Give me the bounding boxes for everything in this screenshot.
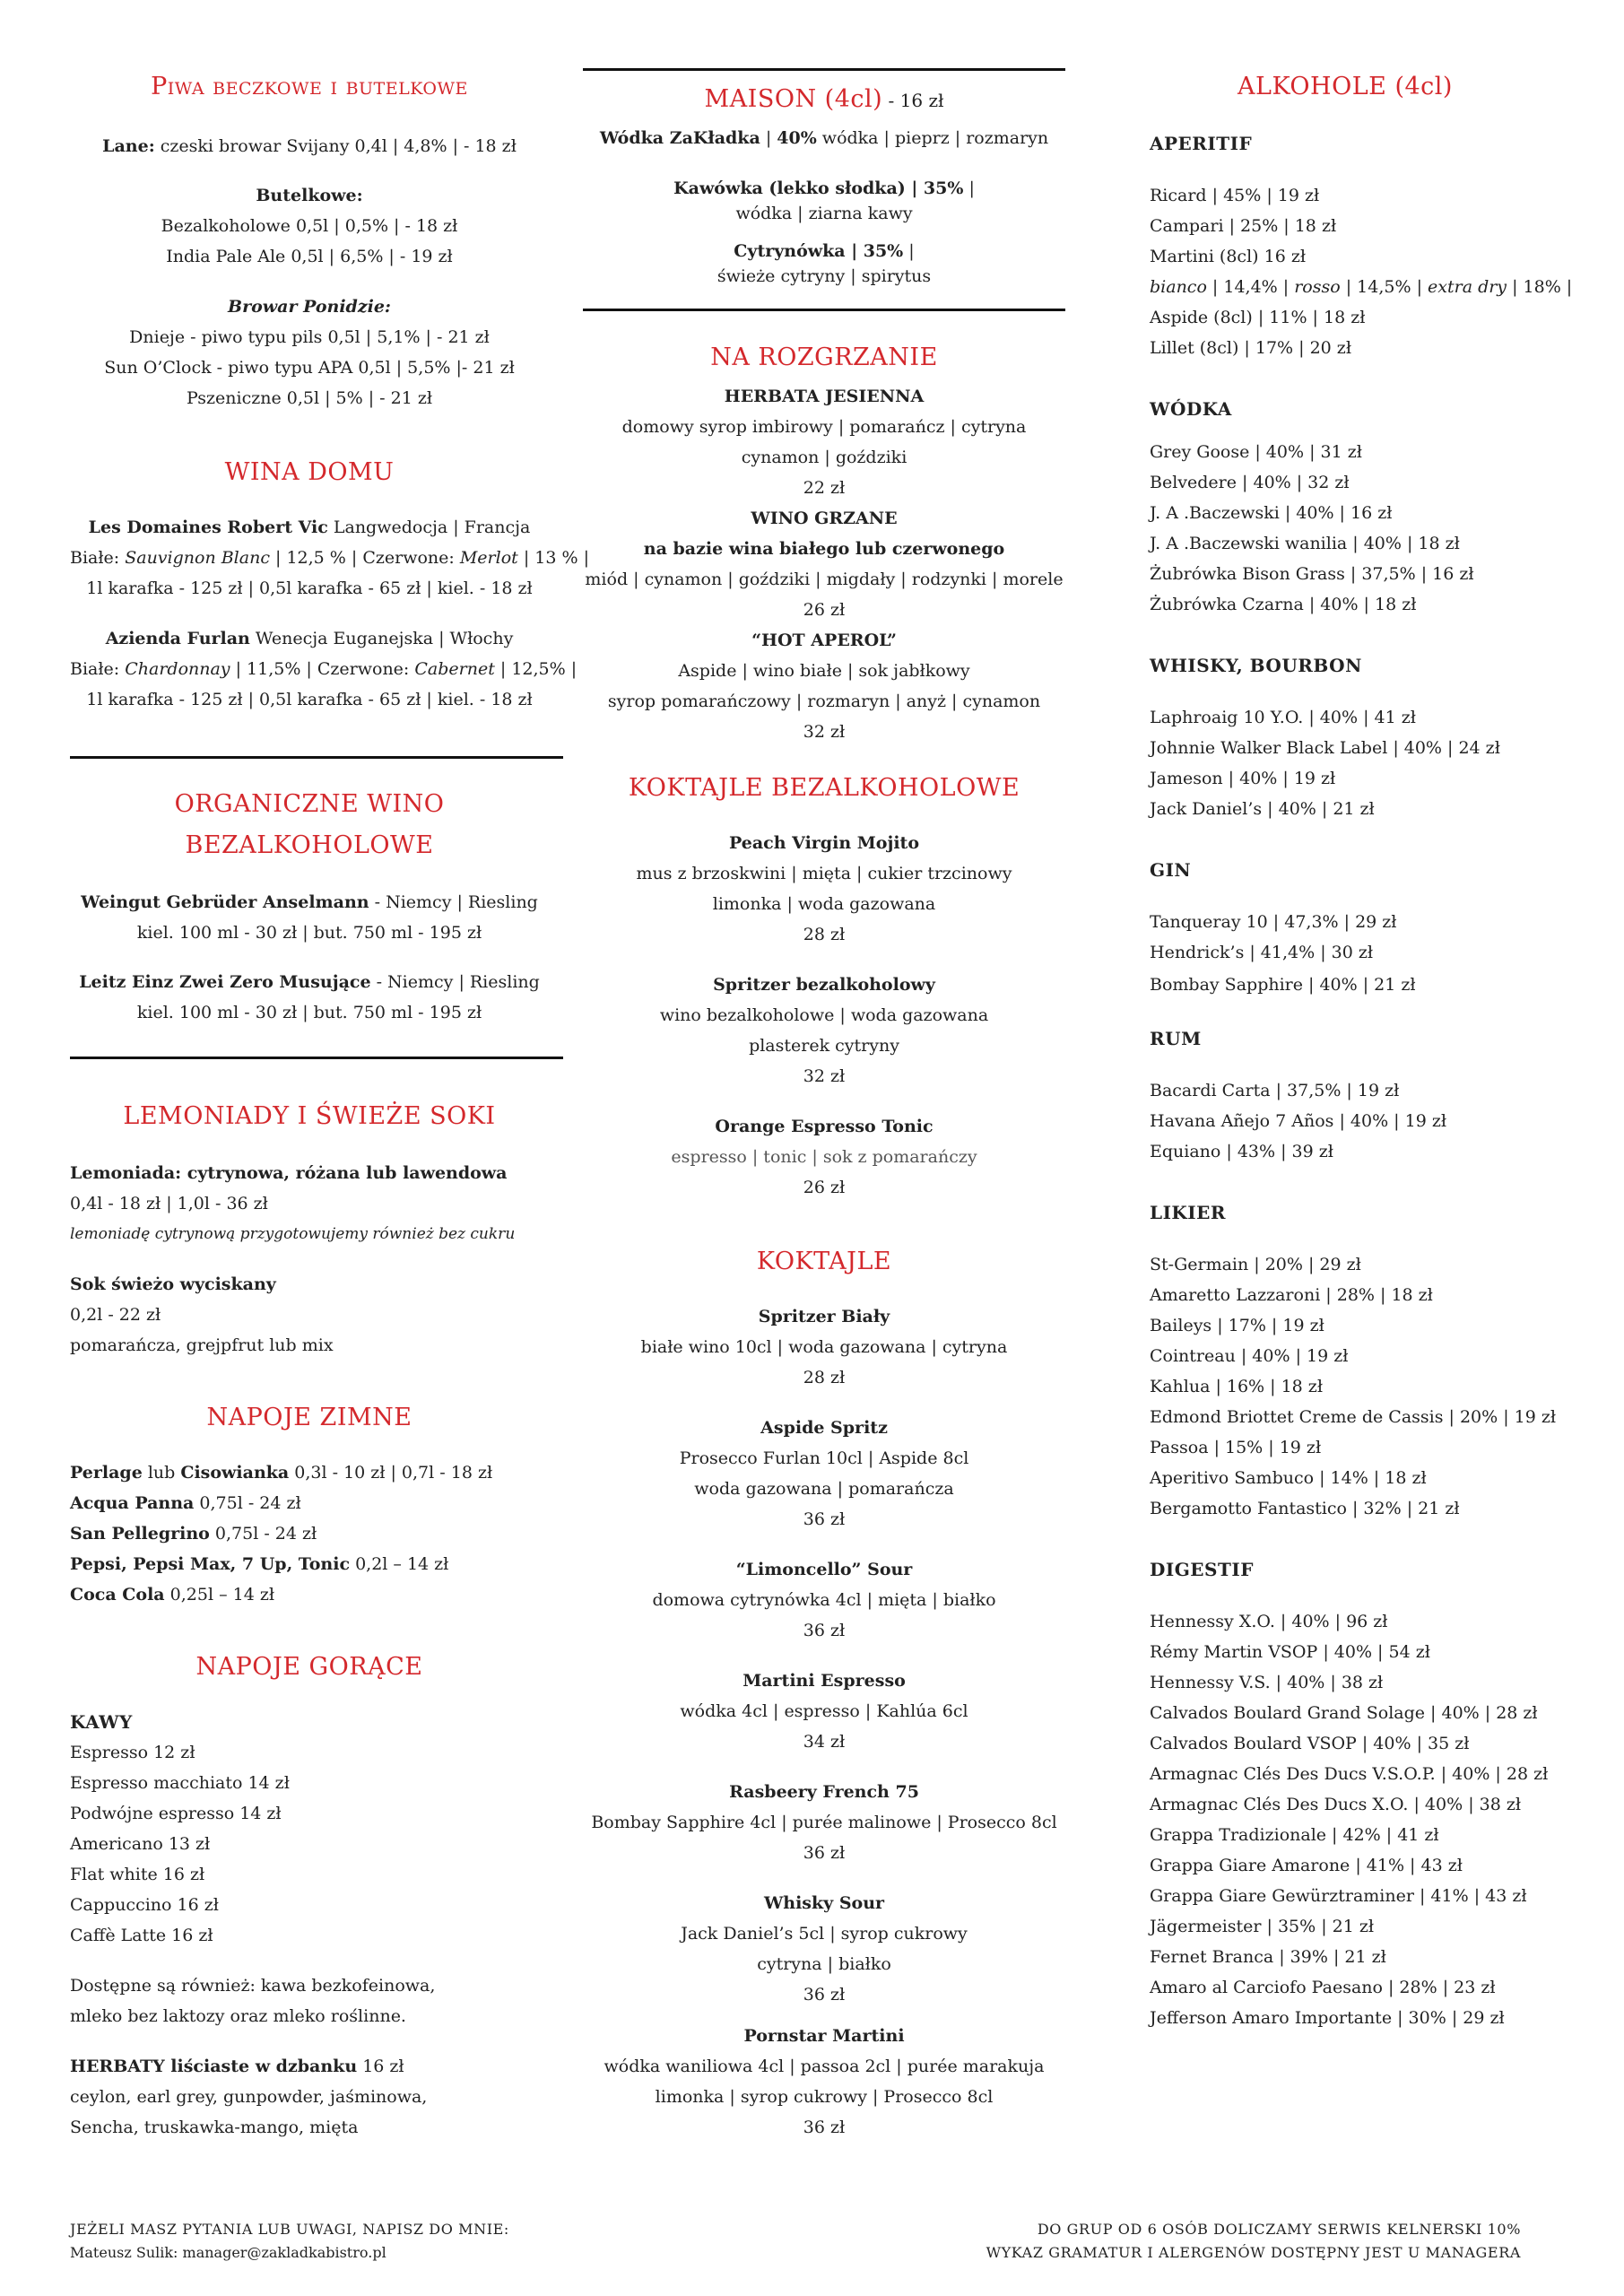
cocktail-desc: limonka | syrop cukrowy | Prosecco 8cl: [655, 2087, 994, 2107]
maison-title: MAISON (4cl): [704, 85, 883, 113]
beer-brewery-label: Browar Ponidzie:: [228, 297, 391, 317]
digestif-label: DIGESTIF: [1150, 1559, 1254, 1580]
text: 0,3l - 10 zł | 0,7l - 18 zł: [289, 1463, 493, 1483]
spirit-item: Bombay Sapphire | 40% | 21 zł: [1150, 975, 1416, 995]
coffee-item: Americano 13 zł: [70, 1834, 211, 1854]
spirits-title: ALKOHOLE (4cl): [1238, 73, 1453, 100]
spirit-item: Edmond Briottet Creme de Cassis | 20% | 19 zł: [1150, 1407, 1557, 1427]
beer-draft-line: [70, 135, 549, 157]
cold-drinks-title: NAPOJE ZIMNE: [206, 1404, 413, 1431]
text: 0,2l – 14 zł: [350, 1554, 449, 1574]
cocktail-desc: Bombay Sapphire 4cl | purée malinowe | Prosecco 8cl: [591, 1813, 1057, 1832]
spirit-item: Martini (8cl) 16 zł: [1150, 247, 1306, 266]
house-wine-1-types: [70, 547, 589, 569]
beer-brewery-item: Sun O’Clock - piwo typu APA 0,5l | 5,5% |- 21 zł: [104, 358, 515, 378]
maison-item-desc: świeże cytryny | spirytus: [716, 266, 932, 286]
beer-section-title: Piwa beczkowe i butelkowe: [151, 73, 468, 100]
text: | 12,5% |: [494, 659, 578, 679]
house-wine-1-prices: 1l karafka - 125 zł | 0,5l karafka - 65 zł | kiel. - 18 zł: [86, 578, 533, 598]
warm-item-desc: syrop pomarańczowy | rozmaryn | anyż | cynamon: [607, 691, 1041, 711]
grape-white: Chardonnay: [125, 659, 230, 679]
cocktail-name: Whisky Sour: [763, 1893, 885, 1913]
cold-drink-item: [70, 1462, 492, 1483]
cocktail-name: Rasbeery French 75: [729, 1782, 919, 1802]
text: 0,75l - 24 zł: [194, 1493, 301, 1513]
spirit-item: Aspide (8cl) | 11% | 18 zł: [1150, 308, 1366, 327]
cocktail-name: Aspide Spritz: [760, 1418, 888, 1438]
mocktail-price: 28 zł: [803, 925, 846, 944]
text: Perlage: [70, 1463, 143, 1483]
warm-drinks-title: NA ROZGRZANIE: [710, 344, 938, 371]
spirit-item: Grappa Giare Gewürztraminer | 41% | 43 zł: [1150, 1886, 1527, 1906]
house-wine-1-line: [70, 517, 549, 538]
cocktail-price: 34 zł: [803, 1732, 846, 1752]
organic-wine-2-line: [70, 971, 549, 993]
spirit-item: Bacardi Carta | 37,5% | 19 zł: [1150, 1081, 1400, 1100]
spirit-item: Cointreau | 40% | 19 zł: [1150, 1346, 1349, 1366]
house-wine-1-origin: Langwedocja | Francja: [327, 517, 531, 537]
grape-red: Merlot: [459, 548, 518, 568]
cocktail-price: 36 zł: [803, 1843, 846, 1863]
organic-wine-2-price: kiel. 100 ml - 30 zł | but. 750 ml - 195 zł: [136, 1003, 482, 1022]
cocktail-desc: domowa cytrynówka 4cl | mięta | białko: [652, 1590, 996, 1610]
tea-options: ceylon, earl grey, gunpowder, jaśminowa,: [70, 2087, 428, 2107]
organic-title-line1: ORGANICZNE WINO: [174, 790, 445, 818]
maison-item-desc: wódka | ziarna kawy: [735, 204, 913, 223]
text: 0,75l - 24 zł: [209, 1524, 317, 1544]
grape-white: Sauvignon Blanc: [125, 548, 270, 568]
spirit-item: Armagnac Clés Des Ducs X.O. | 40% | 38 zł: [1150, 1795, 1522, 1814]
beer-draft-text: czeski browar Svijany 0,4l | 4,8% | - 18 zł: [154, 136, 517, 156]
house-wine-2-types: [70, 658, 578, 680]
spirit-item: J. A .Baczewski wanilia | 40% | 18 zł: [1150, 534, 1460, 553]
spirit-item: Campari | 25% | 18 zł: [1150, 216, 1337, 236]
juice-options: pomarańcza, grejpfrut lub mix: [70, 1335, 334, 1355]
spirit-item: Laphroaig 10 Y.O. | 40% | 41 zł: [1150, 708, 1416, 727]
cocktail-desc: Jack Daniel’s 5cl | syrop cukrowy: [681, 1924, 968, 1944]
text: | 11,5% | Czerwone:: [230, 659, 415, 679]
spirit-item: Belvedere | 40% | 32 zł: [1150, 473, 1350, 492]
text: lub: [142, 1463, 181, 1483]
spirit-item: Calvados Boulard Grand Solage | 40% | 28 zł: [1150, 1703, 1538, 1723]
spirit-item: Jägermeister | 35% | 21 zł: [1150, 1917, 1375, 1936]
vodka-label: WÓDKA: [1150, 398, 1232, 420]
spirit-item: Amaretto Lazzaroni | 28% | 18 zł: [1150, 1285, 1433, 1305]
juice-price: 0,2l - 22 zł: [70, 1305, 161, 1325]
tea-line: [70, 2056, 404, 2077]
spirit-item: Tanqueray 10 | 47,3% | 29 zł: [1150, 912, 1397, 932]
warm-item-sub: na bazie wina białego lub czerwonego: [643, 539, 1005, 559]
spirit-item: Ricard | 45% | 19 zł: [1150, 186, 1320, 205]
spirit-item: Żubrówka Bison Grass | 37,5% | 16 zł: [1150, 564, 1474, 584]
mocktail-name: Orange Espresso Tonic: [715, 1117, 934, 1136]
coffee-item: Cappuccino 16 zł: [70, 1895, 219, 1915]
spirit-item: Hendrick’s | 41,4% | 30 zł: [1150, 943, 1374, 962]
text: San Pellegrino: [70, 1524, 210, 1544]
maison-item: [583, 127, 1065, 149]
spirit-item: Equiano | 43% | 39 zł: [1150, 1142, 1333, 1161]
warm-item-desc: miód | cynamon | goździki | migdały | rodzynki | morele: [585, 570, 1064, 589]
warm-item-desc: cynamon | goździki: [741, 448, 908, 467]
cold-drink-item: [70, 1523, 317, 1544]
text: | 13 % |: [517, 548, 589, 568]
lemonade-note: lemoniadę cytrynową przygotowujemy również bez cukru: [70, 1225, 516, 1243]
text: Cisowianka: [180, 1463, 290, 1483]
maison-header: [583, 84, 1065, 115]
house-wine-title: WINA DOMU: [224, 458, 395, 486]
cocktail-desc: wódka waniliowa 4cl | passoa 2cl | purée marakuja: [604, 2057, 1045, 2076]
spirit-item: Amaro al Carciofo Paesano | 28% | 23 zł: [1150, 1978, 1496, 1997]
warm-item-name: WINO GRZANE: [751, 509, 898, 528]
spirit-item: Grey Goose | 40% | 31 zł: [1150, 442, 1362, 462]
coffee-note: mleko bez laktozy oraz mleko roślinne.: [70, 2006, 406, 2026]
tea-price: 16 zł: [357, 2057, 404, 2076]
footer-contact-email[interactable]: Mateusz Sulik: manager@zakladkabistro.pl: [70, 2244, 386, 2261]
maison-price: - 16 zł: [882, 90, 944, 111]
spirit-item: Jameson | 40% | 19 zł: [1150, 769, 1336, 788]
organic-wine-1-origin: - Niemcy | Riesling: [369, 892, 538, 912]
spirit-item: Hennessy V.S. | 40% | 38 zł: [1150, 1673, 1384, 1692]
beer-brewery-item: Pszeniczne 0,5l | 5% | - 21 zł: [186, 388, 432, 408]
coffee-item: Espresso 12 zł: [70, 1743, 195, 1762]
text: Wódka ZaKładka: [599, 128, 760, 148]
beer-brewery-item: Dnieje - piwo typu pils 0,5l | 5,1% | - 21 zł: [129, 327, 490, 347]
organic-title-line2: BEZALKOHOLOWE: [185, 831, 434, 859]
text: 0,25l – 14 zł: [164, 1585, 275, 1605]
maison-item: [583, 178, 1065, 199]
mocktail-desc: wino bezalkoholowe | woda gazowana: [659, 1005, 989, 1025]
spirit-item: Kahlua | 16% | 18 zł: [1150, 1377, 1323, 1396]
coffee-label: KAWY: [70, 1711, 133, 1733]
mocktail-desc: mus z brzoskwini | mięta | cukier trzcinowy: [636, 864, 1012, 883]
cocktail-price: 28 zł: [803, 1368, 846, 1387]
spirit-item: Aperitivo Sambuco | 14% | 18 zł: [1150, 1468, 1427, 1488]
cocktail-desc: wódka 4cl | espresso | Kahlúa 6cl: [680, 1701, 968, 1721]
maison-item: [583, 240, 1065, 262]
beer-bottled-label: Butelkowe:: [256, 186, 363, 205]
house-wine-2-origin: Wenecja Euganejska | Włochy: [249, 629, 514, 648]
coffee-item: Podwójne espresso 14 zł: [70, 1804, 282, 1823]
spirit-item: Passoa | 15% | 19 zł: [1150, 1438, 1322, 1457]
spirit-item: Grappa Tradizionale | 42% | 41 zł: [1150, 1825, 1439, 1845]
divider: [583, 309, 1065, 311]
text: |: [760, 128, 777, 148]
cocktail-name: Spritzer Biały: [758, 1307, 890, 1326]
mocktail-desc: limonka | woda gazowana: [712, 894, 936, 914]
organic-wine-1-price: kiel. 100 ml - 30 zł | but. 750 ml - 195 zł: [136, 923, 482, 943]
text: Cytrynówka | 35%: [734, 241, 904, 261]
text: | extra dry: [1416, 277, 1507, 297]
mocktail-desc: plasterek cytryny: [749, 1036, 899, 1056]
beer-draft-label: Lane:: [102, 136, 155, 156]
aperitif-label: APERITIF: [1150, 133, 1253, 154]
footer-service-note: DO GRUP OD 6 OSÓB DOLICZAMY SERWIS KELNERSKI 10%: [1037, 2221, 1521, 2238]
text: wódka | pieprz | rozmaryn: [816, 128, 1049, 148]
cocktail-desc: Prosecco Furlan 10cl | Aspide 8cl: [679, 1448, 969, 1468]
spirit-item: Hennessy X.O. | 40% | 96 zł: [1150, 1612, 1388, 1631]
text: Acqua Panna: [70, 1493, 195, 1513]
divider: [70, 756, 563, 759]
footer-contact-heading: JEŻELI MASZ PYTANIA LUB UWAGI, NAPISZ DO MNIE:: [70, 2221, 509, 2238]
warm-item-price: 22 zł: [803, 478, 846, 498]
house-wine-2-prices: 1l karafka - 125 zł | 0,5l karafka - 65 zł | kiel. - 18 zł: [86, 690, 533, 709]
spirit-item: Havana Añejo 7 Años | 40% | 19 zł: [1150, 1111, 1446, 1131]
spirit-item: Baileys | 17% | 19 zł: [1150, 1316, 1324, 1335]
house-wine-1-name: Les Domaines Robert Vic: [88, 517, 328, 537]
text: rosso: [1294, 277, 1341, 297]
tea-label: HERBATY liściaste w dzbanku: [70, 2057, 358, 2076]
cocktail-price: 36 zł: [803, 2118, 846, 2137]
cocktail-name: “Limoncello” Sour: [735, 1560, 913, 1579]
text: |: [963, 178, 975, 198]
beer-bottled-item: India Pale Ale 0,5l | 6,5% | - 19 zł: [166, 247, 453, 266]
coffee-note: Dostępne są również: kawa bezkofeinowa,: [70, 1976, 436, 1996]
cold-drink-item: [70, 1553, 448, 1575]
spirit-item: Jack Daniel’s | 40% | 21 zł: [1150, 799, 1375, 819]
spirit-item: [1150, 276, 1572, 298]
text: 40%: [777, 128, 817, 148]
spirit-item: Bergamotto Fantastico | 32% | 21 zł: [1150, 1499, 1460, 1518]
spirit-item: Calvados Boulard VSOP | 40% | 35 zł: [1150, 1734, 1470, 1753]
divider: [70, 1057, 563, 1059]
warm-item-name: “HOT APEROL”: [751, 631, 897, 650]
divider: [583, 68, 1065, 71]
cocktail-price: 36 zł: [803, 1621, 846, 1640]
lemonade-name: Lemoniada: cytrynowa, różana lub lawendowa: [70, 1163, 508, 1183]
tea-options: Sencha, truskawka-mango, mięta: [70, 2118, 359, 2137]
mocktail-price: 32 zł: [803, 1066, 846, 1086]
text: | 12,5 % | Czerwone:: [269, 548, 460, 568]
house-wine-2-line: [70, 628, 549, 649]
lemonade-price: 0,4l - 18 zł | 1,0l - 36 zł: [70, 1194, 268, 1213]
footer-allergen-note: WYKAZ GRAMATUR I ALERGENÓW DOSTĘPNY JEST U MANAGERA: [986, 2244, 1521, 2261]
spirit-item: Rémy Martin VSOP | 40% | 54 zł: [1150, 1642, 1430, 1662]
lemonade-title: LEMONIADY I ŚWIEŻE SOKI: [123, 1102, 496, 1130]
text: | 14,5%: [1340, 277, 1417, 297]
organic-wine-2-origin: - Niemcy | Riesling: [370, 972, 540, 992]
cocktail-name: Martini Espresso: [743, 1671, 906, 1691]
warm-item-name: HERBATA JESIENNA: [724, 387, 925, 406]
warm-item-price: 32 zł: [803, 722, 846, 742]
spirit-item: Żubrówka Czarna | 40% | 18 zł: [1150, 595, 1417, 614]
text: bianco: [1150, 277, 1207, 297]
mocktail-name: Peach Virgin Mojito: [729, 833, 919, 853]
cold-drink-item: [70, 1492, 301, 1514]
organic-wine-1-line: [70, 891, 549, 913]
cocktail-desc: woda gazowana | pomarańcza: [694, 1479, 954, 1499]
hot-drinks-title: NAPOJE GORĄCE: [195, 1653, 423, 1681]
spirit-item: Fernet Branca | 39% | 21 zł: [1150, 1947, 1386, 1967]
rum-label: RUM: [1150, 1028, 1202, 1049]
text: Kawówka (lekko słodka) | 35%: [673, 178, 964, 198]
gin-label: GIN: [1150, 859, 1192, 881]
text: Pepsi, Pepsi Max, 7 Up, Tonic: [70, 1554, 351, 1574]
text: | 18% |: [1507, 277, 1573, 297]
grape-red: Cabernet: [414, 659, 495, 679]
cocktails-title: KOKTAJLE: [756, 1248, 892, 1275]
spirit-item: J. A .Baczewski | 40% | 16 zł: [1150, 503, 1393, 523]
spirit-item: Grappa Giare Amarone | 41% | 43 zł: [1150, 1856, 1463, 1875]
coffee-item: Caffè Latte 16 zł: [70, 1926, 213, 1945]
cocktail-price: 36 zł: [803, 1509, 846, 1529]
text: |: [903, 241, 915, 261]
mocktail-price: 26 zł: [803, 1178, 846, 1197]
mocktail-desc: espresso | tonic | sok z pomarańczy: [671, 1147, 977, 1167]
coffee-item: Flat white 16 zł: [70, 1865, 205, 1884]
spirit-item: Lillet (8cl) | 17% | 20 zł: [1150, 338, 1351, 358]
mocktail-name: Spritzer bezalkoholowy: [713, 975, 935, 995]
cocktail-price: 36 zł: [803, 1985, 846, 2005]
beer-bottled-item: Bezalkoholowe 0,5l | 0,5% | - 18 zł: [161, 216, 458, 236]
whisky-label: WHISKY, BOURBON: [1150, 655, 1362, 676]
coffee-item: Espresso macchiato 14 zł: [70, 1773, 290, 1793]
cocktail-name: Pornstar Martini: [743, 2026, 905, 2046]
house-wine-2-name: Azienda Furlan: [105, 629, 250, 648]
warm-item-desc: domowy syrop imbirowy | pomarańcz | cytryna: [621, 417, 1027, 437]
text: Białe:: [70, 659, 126, 679]
warm-item-price: 26 zł: [803, 600, 846, 620]
juice-name: Sok świeżo wyciskany: [70, 1274, 276, 1294]
organic-wine-2-name: Leitz Einz Zwei Zero Musujące: [79, 972, 371, 992]
cocktail-desc: cytryna | białko: [757, 1954, 891, 1974]
text: | 14,4% |: [1206, 277, 1295, 297]
mocktails-title: KOKTAJLE BEZALKOHOLOWE: [628, 774, 1020, 802]
cold-drink-item: [70, 1584, 274, 1605]
text: Coca Cola: [70, 1585, 165, 1605]
warm-item-desc: Aspide | wino białe | sok jabłkowy: [678, 661, 970, 681]
spirit-item: St-Germain | 20% | 29 zł: [1150, 1255, 1361, 1274]
cocktail-desc: białe wino 10cl | woda gazowana | cytryna: [640, 1337, 1008, 1357]
organic-wine-1-name: Weingut Gebrüder Anselmann: [81, 892, 369, 912]
liqueur-label: LIKIER: [1150, 1202, 1227, 1223]
spirit-item: Johnnie Walker Black Label | 40% | 24 zł: [1150, 738, 1500, 758]
spirit-item: Jefferson Amaro Importante | 30% | 29 zł: [1150, 2008, 1505, 2028]
text: Białe:: [70, 548, 126, 568]
spirit-item: Armagnac Clés Des Ducs V.S.O.P. | 40% | 28 zł: [1150, 1764, 1549, 1784]
